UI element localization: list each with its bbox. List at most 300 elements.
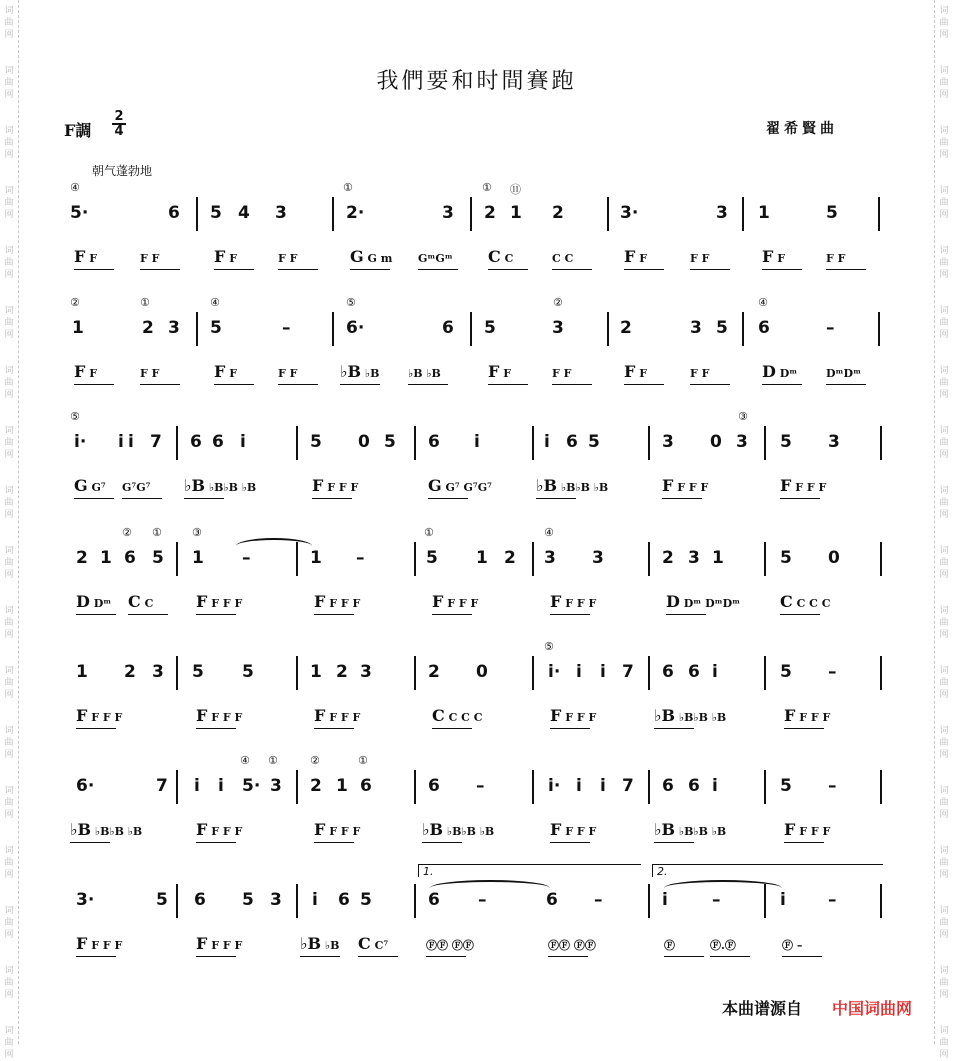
note: 3 — [688, 548, 700, 568]
fingering-mark: ⑤ — [544, 640, 554, 653]
watermark-char: 词 — [939, 306, 949, 316]
accompaniment-chord: F F F F — [662, 476, 709, 495]
bar-line — [532, 656, 534, 690]
accompaniment-chord: G G m — [350, 247, 393, 266]
note: 3 — [544, 548, 556, 568]
watermark-char: 网 — [4, 750, 14, 760]
volta-2-label: 2. — [657, 865, 668, 878]
chord-underline — [432, 728, 472, 729]
note: i — [240, 432, 246, 452]
chord-underline — [74, 498, 114, 499]
note: – — [478, 890, 487, 910]
accompaniment-chord: G⁷G⁷ — [122, 481, 151, 494]
note: 3 — [360, 662, 372, 682]
note: 6 — [688, 662, 700, 682]
note: 6 — [212, 432, 224, 452]
watermark-char: 网 — [4, 1050, 14, 1060]
chord-underline — [70, 842, 110, 843]
accompaniment-chord: F F — [140, 252, 160, 265]
tie-slur — [430, 880, 550, 896]
chord-underline — [654, 728, 694, 729]
fingering-mark: ② — [310, 754, 320, 767]
watermark-char: 词 — [4, 486, 14, 496]
note: i — [312, 890, 318, 910]
note: 4 — [238, 203, 250, 223]
composer: 翟希賢曲 — [766, 121, 838, 137]
note: 2 — [142, 318, 154, 338]
chord-underline — [426, 956, 466, 957]
watermark-char: 曲 — [939, 738, 949, 748]
note: 6 — [662, 776, 674, 796]
bar-line — [470, 312, 472, 346]
note: i — [194, 776, 200, 796]
accompaniment-chord: F F F F — [76, 934, 123, 953]
note: – — [828, 776, 837, 796]
watermark-char: 词 — [939, 846, 949, 856]
chord-underline — [624, 269, 664, 270]
note: – — [712, 890, 721, 910]
chord-underline — [624, 384, 664, 385]
note: 2 — [662, 548, 674, 568]
watermark-char: 曲 — [4, 318, 14, 328]
note: i — [544, 432, 550, 452]
note: 5 — [484, 318, 496, 338]
chord-underline — [340, 384, 380, 385]
chord-underline — [76, 956, 116, 957]
watermark-char: 曲 — [939, 318, 949, 328]
watermark-char: 网 — [939, 210, 949, 220]
chord-underline — [214, 384, 254, 385]
note: 1 — [510, 203, 522, 223]
accompaniment-chord: DᵐDᵐ — [826, 367, 862, 380]
note: 5 — [780, 548, 792, 568]
watermark-char: 词 — [4, 606, 14, 616]
chord-underline — [826, 269, 866, 270]
chord-underline — [782, 956, 822, 957]
footer-site-link[interactable]: 中国词曲网 — [832, 999, 913, 1018]
watermark-char: 曲 — [4, 558, 14, 568]
note: i — [600, 776, 606, 796]
note: 5 — [192, 662, 204, 682]
accompaniment-chord: F F — [690, 252, 710, 265]
watermark-char: 词 — [939, 606, 949, 616]
watermark-char: 网 — [939, 810, 949, 820]
bar-line — [880, 426, 882, 460]
bar-line — [332, 197, 334, 231]
bar-line — [296, 426, 298, 460]
accompaniment-chord: ♭B ♭B♭B ♭B — [654, 706, 727, 725]
watermark-char: 曲 — [939, 978, 949, 988]
fingering-mark: ① — [140, 296, 150, 309]
watermark-char: 曲 — [4, 1038, 14, 1048]
bar-line — [470, 197, 472, 231]
bar-line — [764, 770, 766, 804]
watermark-char: 网 — [4, 930, 14, 940]
note: 5 — [716, 318, 728, 338]
accompaniment-chord: F F — [762, 247, 785, 266]
chord-underline — [536, 498, 576, 499]
watermark-char: 曲 — [939, 198, 949, 208]
bar-line — [296, 656, 298, 690]
watermark-char: 词 — [939, 366, 949, 376]
note: 1 — [76, 662, 88, 682]
note: 3 — [152, 662, 164, 682]
note: 2· — [346, 203, 365, 223]
watermark-char: 网 — [939, 510, 949, 520]
chord-underline — [314, 614, 354, 615]
note: 6 — [124, 548, 136, 568]
note: 5 — [210, 318, 222, 338]
accompaniment-chord: F F F F — [76, 706, 123, 725]
watermark-char: 词 — [939, 186, 949, 196]
accompaniment-chord: F F F F — [196, 934, 243, 953]
accompaniment-chord: G G⁷ G⁷G⁷ — [428, 476, 492, 495]
chord-underline — [550, 614, 590, 615]
fingering-mark: ④ — [70, 181, 80, 194]
time-sig-top: 2 — [112, 110, 126, 125]
note: 6 — [442, 318, 454, 338]
chord-underline — [350, 269, 390, 270]
chord-underline — [278, 269, 318, 270]
watermark-char: 词 — [4, 6, 14, 16]
note: 3 — [662, 432, 674, 452]
chord-underline — [552, 269, 592, 270]
note: i — [118, 432, 124, 452]
chord-underline — [184, 498, 224, 499]
chord-underline — [422, 842, 462, 843]
bar-line — [880, 884, 882, 918]
bar-line — [414, 426, 416, 460]
watermark-char: 网 — [4, 690, 14, 700]
watermark-char: 曲 — [4, 618, 14, 628]
note: 7 — [150, 432, 162, 452]
note: 3 — [270, 890, 282, 910]
note: i — [218, 776, 224, 796]
bar-line — [880, 656, 882, 690]
note: 5 — [156, 890, 168, 910]
bar-line — [648, 426, 650, 460]
watermark-char: 曲 — [939, 798, 949, 808]
watermark-char: 词 — [939, 786, 949, 796]
accompaniment-chord: F F F F — [196, 706, 243, 725]
accompaniment-chord: ⒻⒻ ⒻⒻ — [548, 939, 596, 952]
accompaniment-chord: D Dᵐ DᵐDᵐ — [666, 592, 741, 611]
note: 6 — [566, 432, 578, 452]
chord-underline — [762, 384, 802, 385]
time-signature — [112, 110, 126, 138]
accompaniment-chord: F F — [74, 362, 97, 381]
bar-line — [414, 770, 416, 804]
note: 2 — [310, 776, 322, 796]
note: 1 — [476, 548, 488, 568]
watermark-char: 曲 — [939, 498, 949, 508]
note: 6 — [190, 432, 202, 452]
chord-underline — [140, 384, 180, 385]
note: 1 — [758, 203, 770, 223]
chord-underline — [654, 842, 694, 843]
watermark-char: 曲 — [939, 378, 949, 388]
accompaniment-chord: F F F F — [314, 592, 361, 611]
bar-line — [880, 770, 882, 804]
accompaniment-chord: ⒻⒻ ⒻⒻ — [426, 939, 474, 952]
note: 6 — [428, 776, 440, 796]
chord-underline — [140, 269, 180, 270]
watermark-char: 词 — [939, 246, 949, 256]
watermark-char: 词 — [4, 846, 14, 856]
accompaniment-chord: F F — [826, 252, 846, 265]
watermark-char: 词 — [4, 1026, 14, 1036]
note: i — [712, 776, 718, 796]
bar-line — [196, 312, 198, 346]
watermark-char: 曲 — [4, 798, 14, 808]
bar-line — [532, 542, 534, 576]
note: i — [128, 432, 134, 452]
accompaniment-chord: C C — [128, 592, 154, 611]
fingering-mark: ① — [343, 181, 353, 194]
chord-underline — [214, 269, 254, 270]
note: – — [828, 890, 837, 910]
note: i — [576, 776, 582, 796]
accompaniment-chord: ♭B ♭B♭B ♭B — [536, 476, 609, 495]
bar-line — [176, 770, 178, 804]
watermark-char: 网 — [4, 510, 14, 520]
watermark-char: 词 — [939, 966, 949, 976]
fingering-mark: ① — [152, 526, 162, 539]
watermark-char: 曲 — [939, 138, 949, 148]
note: 2 — [124, 662, 136, 682]
watermark-char: 词 — [939, 66, 949, 76]
accompaniment-chord: F F F F — [314, 820, 361, 839]
bar-line — [296, 884, 298, 918]
note: 2 — [504, 548, 516, 568]
key-signature: F調 — [64, 121, 92, 140]
note: 5 — [152, 548, 164, 568]
watermark-char: 曲 — [4, 198, 14, 208]
accompaniment-chord: GᵐGᵐ — [418, 252, 453, 265]
watermark-char: 词 — [939, 426, 949, 436]
watermark-char: 词 — [4, 906, 14, 916]
note: 6· — [346, 318, 365, 338]
note: 3 — [592, 548, 604, 568]
note: 0 — [710, 432, 722, 452]
note: 6 — [662, 662, 674, 682]
note: 5 — [826, 203, 838, 223]
watermark-char: 词 — [939, 6, 949, 16]
accompaniment-chord: F F F F — [196, 592, 243, 611]
watermark-char: 网 — [939, 90, 949, 100]
bar-line — [176, 426, 178, 460]
watermark-char: 曲 — [4, 378, 14, 388]
chord-underline — [488, 384, 528, 385]
note: 2 — [620, 318, 632, 338]
note: 3· — [76, 890, 95, 910]
note: 6 — [688, 776, 700, 796]
watermark-char: 网 — [939, 330, 949, 340]
chord-underline — [780, 614, 820, 615]
bar-line — [880, 542, 882, 576]
note: – — [828, 662, 837, 682]
chord-underline — [314, 842, 354, 843]
tie-slur — [664, 880, 782, 896]
bar-line — [648, 884, 650, 918]
accompaniment-chord: C C C C — [432, 706, 483, 725]
accompaniment-chord: F F F F — [312, 476, 359, 495]
note: 6 — [758, 318, 770, 338]
watermark-char: 词 — [4, 666, 14, 676]
note: 1 — [72, 318, 84, 338]
fingering-mark: ② — [70, 296, 80, 309]
watermark-char: 词 — [4, 246, 14, 256]
note: 3 — [270, 776, 282, 796]
watermark-char: 词 — [939, 546, 949, 556]
watermark-char: 网 — [939, 750, 949, 760]
accompaniment-chord: ♭B ♭B♭B ♭B — [70, 820, 143, 839]
watermark-char: 词 — [4, 66, 14, 76]
note: 3· — [620, 203, 639, 223]
accompaniment-chord: F F — [278, 367, 298, 380]
accompaniment-chord: F F — [214, 247, 237, 266]
fingering-mark: ① — [424, 526, 434, 539]
fingering-mark: ④ — [210, 296, 220, 309]
accompaniment-chord: Ⓕ – — [782, 939, 803, 952]
note: 1 — [310, 548, 322, 568]
note: i· — [74, 432, 87, 452]
accompaniment-chord: F F — [624, 362, 647, 381]
watermark-char: 网 — [4, 150, 14, 160]
note: 5 — [780, 432, 792, 452]
watermark-char: 词 — [939, 1026, 949, 1036]
accompaniment-chord: C C — [552, 252, 574, 265]
note: i — [712, 662, 718, 682]
chord-underline — [548, 956, 588, 957]
fingering-mark: ② — [553, 296, 563, 309]
bar-line — [414, 542, 416, 576]
accompaniment-chord: F F F F — [196, 820, 243, 839]
right-margin-watermark — [934, 0, 953, 1060]
bar-line — [176, 542, 178, 576]
chord-underline — [550, 728, 590, 729]
bar-line — [878, 312, 880, 346]
note: 5 — [588, 432, 600, 452]
note: i· — [548, 776, 561, 796]
watermark-char: 网 — [939, 1050, 949, 1060]
bar-line — [296, 770, 298, 804]
bar-line — [878, 197, 880, 231]
note: 3 — [716, 203, 728, 223]
note: 3 — [442, 203, 454, 223]
note: 5 — [780, 662, 792, 682]
accompaniment-chord: F F F F — [550, 706, 597, 725]
fingering-mark: ① — [268, 754, 278, 767]
note: 2 — [484, 203, 496, 223]
chord-underline — [826, 384, 866, 385]
fingering-mark: ③ — [192, 526, 202, 539]
watermark-char: 曲 — [4, 438, 14, 448]
accompaniment-chord: F F F F — [550, 592, 597, 611]
note: 5 — [242, 890, 254, 910]
watermark-char: 曲 — [939, 918, 949, 928]
watermark-char: 词 — [939, 486, 949, 496]
accompaniment-chord: C C⁷ — [358, 934, 389, 953]
fingering-mark: ③ — [738, 410, 748, 423]
note: 1 — [336, 776, 348, 796]
accompaniment-chord: F F — [74, 247, 97, 266]
accompaniment-chord: Ⓕ — [664, 939, 675, 952]
accompaniment-chord: D Dᵐ — [762, 362, 798, 381]
chord-underline — [690, 269, 730, 270]
chord-underline — [690, 384, 730, 385]
watermark-char: 网 — [939, 930, 949, 940]
watermark-char: 网 — [4, 570, 14, 580]
note: i· — [548, 662, 561, 682]
note: – — [476, 776, 485, 796]
fingering-mark: ② — [122, 526, 132, 539]
note: 3 — [552, 318, 564, 338]
note: 0 — [828, 548, 840, 568]
note: i — [780, 890, 786, 910]
note: i — [576, 662, 582, 682]
watermark-char: 网 — [4, 810, 14, 820]
accompaniment-chord: ♭B ♭B♭B ♭B — [422, 820, 495, 839]
accompaniment-chord: F F — [488, 362, 511, 381]
note: 5 — [426, 548, 438, 568]
left-margin-watermark — [0, 0, 19, 1060]
bar-line — [764, 542, 766, 576]
note: 2 — [336, 662, 348, 682]
note: 6· — [76, 776, 95, 796]
chord-underline — [74, 384, 114, 385]
note: 0 — [358, 432, 370, 452]
note: 6 — [168, 203, 180, 223]
note: 5 — [310, 432, 322, 452]
watermark-char: 曲 — [4, 498, 14, 508]
volta-1-label: 1. — [423, 865, 434, 878]
chord-underline — [122, 498, 162, 499]
chord-underline — [196, 728, 236, 729]
note: 7 — [156, 776, 168, 796]
chord-underline — [784, 728, 824, 729]
note: 1 — [100, 548, 112, 568]
fingering-mark: ④ — [758, 296, 768, 309]
watermark-char: 曲 — [939, 618, 949, 628]
watermark-char: 网 — [4, 90, 14, 100]
chord-underline — [314, 728, 354, 729]
watermark-char: 网 — [4, 210, 14, 220]
accompaniment-chord: F F F F — [432, 592, 479, 611]
watermark-char: 网 — [4, 450, 14, 460]
note: 6 — [428, 432, 440, 452]
bar-line — [607, 197, 609, 231]
note: i — [662, 890, 668, 910]
bar-line — [414, 656, 416, 690]
accompaniment-chord: G G⁷ — [74, 476, 106, 495]
watermark-char: 网 — [4, 870, 14, 880]
watermark-char: 曲 — [939, 258, 949, 268]
chord-underline — [662, 498, 702, 499]
watermark-char: 网 — [939, 30, 949, 40]
watermark-char: 词 — [4, 726, 14, 736]
bar-line — [648, 656, 650, 690]
accompaniment-chord: ♭B ♭B — [408, 367, 441, 380]
watermark-char: 曲 — [4, 78, 14, 88]
note: 0 — [476, 662, 488, 682]
chord-underline — [552, 384, 592, 385]
note: 1 — [310, 662, 322, 682]
watermark-char: 网 — [939, 390, 949, 400]
watermark-char: 词 — [939, 666, 949, 676]
chord-underline — [408, 384, 448, 385]
note: 6 — [338, 890, 350, 910]
